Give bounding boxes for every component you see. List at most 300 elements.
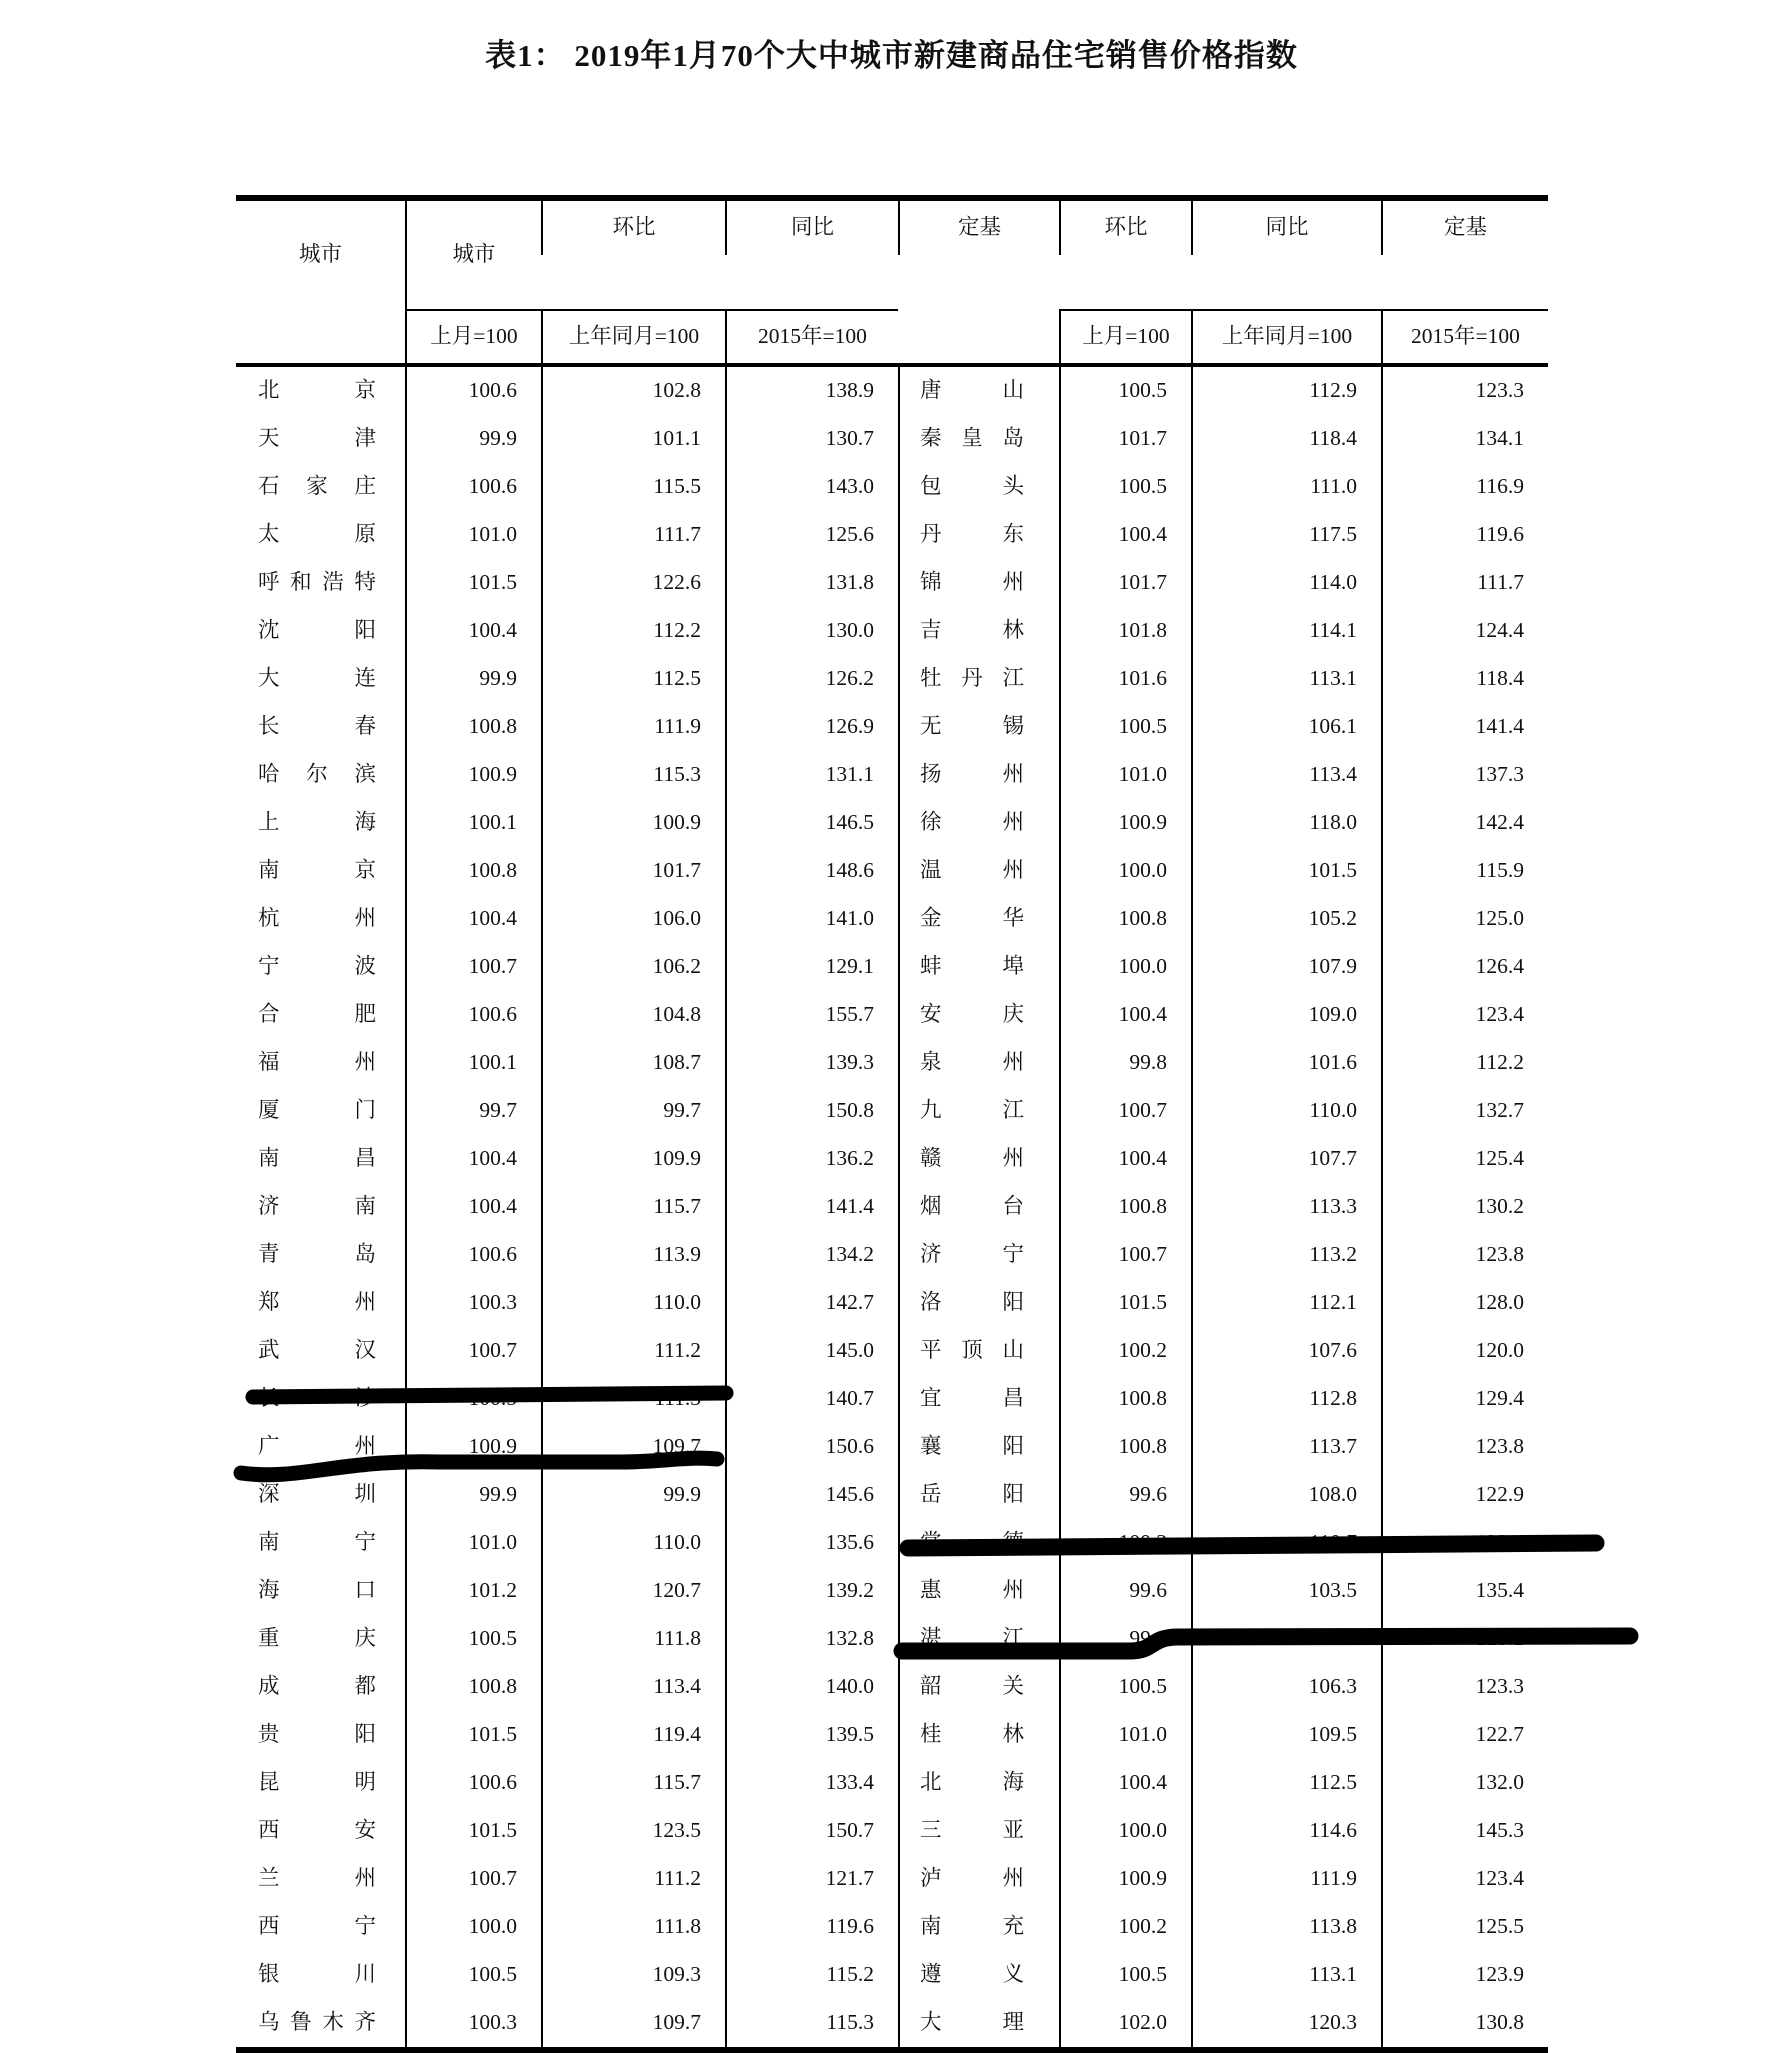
city-name: 包头 [920, 474, 1024, 499]
city-name: 呼和浩特 [258, 570, 376, 595]
yoy-value-right: 113.7 [1191, 1423, 1381, 1471]
yoy-value-left: 111.9 [541, 703, 725, 751]
city-cell-right [898, 847, 1059, 895]
fixed-base-value-left: 134.2 [725, 1231, 898, 1279]
city-name: 九江 [920, 1098, 1024, 1123]
subheader-yoy-base-left: 上年同月=100 [541, 309, 725, 363]
mom-value-right: 100.0 [1059, 847, 1191, 895]
mom-value-right: 101.7 [1059, 559, 1191, 607]
yoy-value-right: 109.0 [1191, 991, 1381, 1039]
city-name: 遵义 [920, 1962, 1024, 1987]
mom-value-left: 99.9 [405, 655, 541, 703]
city-cell-left [236, 943, 405, 991]
yoy-value-left: 106.2 [541, 943, 725, 991]
city-cell-right [898, 943, 1059, 991]
city-name: 赣州 [920, 1146, 1024, 1171]
yoy-value-left: 123.5 [541, 1807, 725, 1855]
mom-value-left: 100.6 [405, 1231, 541, 1279]
mom-value-right: 99.6 [1059, 1471, 1191, 1519]
city-name: 平顶山 [920, 1338, 1024, 1363]
yoy-value-right: 107.7 [1191, 1135, 1381, 1183]
yoy-value-right: 113.3 [1191, 1183, 1381, 1231]
yoy-value-left: 99.9 [541, 1471, 725, 1519]
city-name: 金华 [920, 906, 1024, 931]
city-name: 厦门 [258, 1098, 376, 1123]
mom-value-right: 100.7 [1059, 1087, 1191, 1135]
subheader-yoy-base-right: 上年同月=100 [1191, 309, 1381, 363]
mom-value-left: 101.2 [405, 1567, 541, 1615]
city-cell-right [898, 415, 1059, 463]
mom-value-right: 100.0 [1059, 943, 1191, 991]
subheader-mom-base-left: 上月=100 [405, 309, 541, 363]
yoy-value-right: 107.6 [1191, 1327, 1381, 1375]
table-body [236, 367, 1548, 2047]
fixed-base-value-left: 130.7 [725, 415, 898, 463]
yoy-value-left: 109.9 [541, 1135, 725, 1183]
city-cell-right [898, 511, 1059, 559]
city-name: 长沙 [258, 1386, 376, 1411]
fixed-base-value-right: 118.4 [1381, 655, 1548, 703]
yoy-value-right: 120.3 [1191, 1999, 1381, 2047]
city-name: 徐州 [920, 810, 1024, 835]
mom-value-left: 100.8 [405, 847, 541, 895]
city-cell-left [236, 1039, 405, 1087]
city-name: 泉州 [920, 1050, 1024, 1075]
city-cell-right [898, 1471, 1059, 1519]
city-name: 宜昌 [920, 1386, 1024, 1411]
mom-value-left: 100.6 [405, 991, 541, 1039]
mom-value-left: 100.0 [405, 1903, 541, 1951]
city-cell-left [236, 1135, 405, 1183]
yoy-value-right: 111.9 [1191, 1855, 1381, 1903]
city-name: 桂林 [920, 1722, 1024, 1747]
mom-value-left: 100.8 [405, 703, 541, 751]
yoy-value-right: 105.2 [1191, 895, 1381, 943]
yoy-value-left: 112.2 [541, 607, 725, 655]
city-name: 重庆 [258, 1626, 376, 1651]
city-name: 济宁 [920, 1242, 1024, 1267]
fixed-base-value-left: 140.0 [725, 1663, 898, 1711]
city-cell-right [898, 1711, 1059, 1759]
city-cell-right [898, 1855, 1059, 1903]
city-name: 大理 [920, 2010, 1024, 2035]
header-fixed-right: 定基 [1381, 201, 1548, 255]
city-name: 哈尔滨 [258, 762, 376, 787]
mom-value-left: 100.6 [405, 367, 541, 415]
city-cell-left [236, 1903, 405, 1951]
fixed-base-value-right: 126.4 [1381, 943, 1548, 991]
city-cell-left [236, 1279, 405, 1327]
fixed-base-value-right: 123.3 [1381, 367, 1548, 415]
city-name: 西安 [258, 1818, 376, 1843]
fixed-base-value-right: 125.5 [1381, 1903, 1548, 1951]
yoy-value-right: 112.5 [1191, 1759, 1381, 1807]
city-cell-right [898, 367, 1059, 415]
city-cell-right [898, 607, 1059, 655]
city-cell-right [898, 1087, 1059, 1135]
header-city-right: 城市 [405, 201, 541, 309]
fixed-base-value-left: 145.0 [725, 1327, 898, 1375]
mom-value-left: 101.5 [405, 1711, 541, 1759]
fixed-base-value-left: 125.6 [725, 511, 898, 559]
city-cell-right [898, 1951, 1059, 1999]
city-cell-left [236, 847, 405, 895]
yoy-value-right: 111.0 [1191, 463, 1381, 511]
city-cell-right [898, 1039, 1059, 1087]
mom-value-right: 102.0 [1059, 1999, 1191, 2047]
city-cell-right [898, 1279, 1059, 1327]
city-name: 海口 [258, 1578, 376, 1603]
fixed-base-value-right: 112.2 [1381, 1039, 1548, 1087]
mom-value-left: 100.6 [405, 463, 541, 511]
mom-value-right: 99.6 [1059, 1567, 1191, 1615]
yoy-value-right: 109.5 [1191, 1711, 1381, 1759]
fixed-base-value-left: 135.6 [725, 1519, 898, 1567]
city-cell-right [898, 799, 1059, 847]
city-name: 广州 [258, 1434, 376, 1459]
fixed-base-value-left: 142.7 [725, 1279, 898, 1327]
yoy-value-left: 111.8 [541, 1615, 725, 1663]
city-name: 大连 [258, 666, 376, 691]
city-name: 安庆 [920, 1002, 1024, 1027]
mom-value-left: 100.8 [405, 1663, 541, 1711]
mom-value-left: 100.5 [405, 1375, 541, 1423]
city-name: 福州 [258, 1050, 376, 1075]
city-cell-left [236, 1087, 405, 1135]
fixed-base-value-left: 150.7 [725, 1807, 898, 1855]
city-cell-right [898, 1183, 1059, 1231]
fixed-base-value-left: 143.0 [725, 463, 898, 511]
fixed-base-value-right: 142.4 [1381, 799, 1548, 847]
yoy-value-right: 114.0 [1191, 559, 1381, 607]
city-cell-left [236, 559, 405, 607]
city-cell-right [898, 463, 1059, 511]
fixed-base-value-right: 137.3 [1381, 751, 1548, 799]
fixed-base-value-left: 130.0 [725, 607, 898, 655]
mom-value-right: 100.7 [1059, 1231, 1191, 1279]
mom-value-left: 100.4 [405, 1183, 541, 1231]
fixed-base-value-right: 125.2 [1381, 1615, 1548, 1663]
mom-value-left: 101.5 [405, 559, 541, 607]
yoy-value-left: 101.1 [541, 415, 725, 463]
fixed-base-value-left: 141.0 [725, 895, 898, 943]
city-cell-left [236, 367, 405, 415]
fixed-base-value-left: 131.8 [725, 559, 898, 607]
mom-value-left: 101.5 [405, 1807, 541, 1855]
fixed-base-value-right: 123.4 [1381, 1855, 1548, 1903]
mom-value-left: 100.4 [405, 895, 541, 943]
mom-value-right: 99.8 [1059, 1039, 1191, 1087]
city-name: 岳阳 [920, 1482, 1024, 1507]
city-name: 丹东 [920, 522, 1024, 547]
yoy-value-left: 109.3 [541, 1951, 725, 1999]
yoy-value-right: 108.0 [1191, 1471, 1381, 1519]
city-name: 蚌埠 [920, 954, 1024, 979]
city-name: 洛阳 [920, 1290, 1024, 1315]
city-name: 武汉 [258, 1338, 376, 1363]
mom-value-right: 101.6 [1059, 655, 1191, 703]
fixed-base-value-right: 123.4 [1381, 991, 1548, 1039]
fixed-base-value-left: 126.2 [725, 655, 898, 703]
city-cell-left [236, 1567, 405, 1615]
yoy-value-left: 100.9 [541, 799, 725, 847]
fixed-base-value-right: 135.4 [1381, 1567, 1548, 1615]
mom-value-right: 100.0 [1059, 1807, 1191, 1855]
yoy-value-right: 114.6 [1191, 1807, 1381, 1855]
city-cell-right [898, 1759, 1059, 1807]
city-cell-left [236, 1471, 405, 1519]
mom-value-right: 101.8 [1059, 607, 1191, 655]
yoy-value-right: 110.0 [1191, 1087, 1381, 1135]
mom-value-right: 100.3 [1059, 1519, 1191, 1567]
city-cell-left [236, 1807, 405, 1855]
mom-value-right: 100.9 [1059, 1855, 1191, 1903]
city-name: 吉林 [920, 618, 1024, 643]
city-cell-left [236, 1999, 405, 2047]
fixed-base-value-right: 123.8 [1381, 1231, 1548, 1279]
mom-value-right: 101.5 [1059, 1279, 1191, 1327]
city-cell-right [898, 751, 1059, 799]
city-cell-right [898, 1615, 1059, 1663]
header-yoy-right: 同比 [1191, 201, 1381, 255]
mom-value-right: 101.7 [1059, 415, 1191, 463]
fixed-base-value-left: 121.7 [725, 1855, 898, 1903]
fixed-base-value-right: 123.8 [1381, 1423, 1548, 1471]
city-cell-left [236, 895, 405, 943]
fixed-base-value-right: 141.4 [1381, 703, 1548, 751]
yoy-value-left: 104.8 [541, 991, 725, 1039]
yoy-value-left: 119.4 [541, 1711, 725, 1759]
fixed-base-value-right: 125.0 [1381, 895, 1548, 943]
yoy-value-right: 110.7 [1191, 1519, 1381, 1567]
fixed-base-value-left: 115.3 [725, 1999, 898, 2047]
fixed-base-value-left: 138.9 [725, 367, 898, 415]
city-cell-left [236, 1375, 405, 1423]
city-cell-right [898, 1519, 1059, 1567]
city-name: 郑州 [258, 1290, 376, 1315]
city-name: 长春 [258, 714, 376, 739]
mom-value-right: 100.5 [1059, 1951, 1191, 1999]
city-cell-right [898, 1999, 1059, 2047]
city-cell-right [898, 1807, 1059, 1855]
city-name: 成都 [258, 1674, 376, 1699]
fixed-base-value-left: 139.5 [725, 1711, 898, 1759]
yoy-value-right: 114.1 [1191, 607, 1381, 655]
fixed-base-value-right: 129.4 [1381, 1375, 1548, 1423]
mom-value-right: 100.2 [1059, 1903, 1191, 1951]
mom-value-left: 100.5 [405, 1615, 541, 1663]
yoy-value-left: 111.2 [541, 1327, 725, 1375]
city-cell-left [236, 1327, 405, 1375]
city-name: 昆明 [258, 1770, 376, 1795]
fixed-base-value-right: 122.7 [1381, 1711, 1548, 1759]
mom-value-left: 99.9 [405, 415, 541, 463]
fixed-base-value-left: 129.1 [725, 943, 898, 991]
yoy-value-left: 109.7 [541, 1423, 725, 1471]
yoy-value-left: 113.4 [541, 1663, 725, 1711]
city-name: 锦州 [920, 570, 1024, 595]
yoy-value-left: 111.3 [541, 1375, 725, 1423]
yoy-value-right: 113.8 [1191, 1903, 1381, 1951]
fixed-base-value-left: 148.6 [725, 847, 898, 895]
city-cell-right [898, 655, 1059, 703]
subheader-mom-base-right: 上月=100 [1059, 309, 1191, 363]
header-mom-right: 环比 [1059, 201, 1191, 255]
subheader-fixed-base-right: 2015年=100 [1381, 309, 1548, 363]
mom-value-right: 100.8 [1059, 1183, 1191, 1231]
yoy-value-right: 117.5 [1191, 511, 1381, 559]
city-name: 北海 [920, 1770, 1024, 1795]
mom-value-right: 101.0 [1059, 751, 1191, 799]
city-name: 合肥 [258, 1002, 376, 1027]
city-cell-right [898, 1423, 1059, 1471]
city-name: 深圳 [258, 1482, 376, 1507]
fixed-base-value-right: 145.3 [1381, 1807, 1548, 1855]
city-name: 石家庄 [258, 474, 376, 499]
mom-value-left: 100.6 [405, 1759, 541, 1807]
fixed-base-value-left: 141.4 [725, 1183, 898, 1231]
city-name: 三亚 [920, 1818, 1024, 1843]
city-cell-left [236, 799, 405, 847]
yoy-value-left: 111.7 [541, 511, 725, 559]
city-name: 惠州 [920, 1578, 1024, 1603]
mom-value-right: 100.5 [1059, 463, 1191, 511]
yoy-value-left: 122.6 [541, 559, 725, 607]
city-name: 杭州 [258, 906, 376, 931]
mom-value-right: 99.8 [1059, 1615, 1191, 1663]
city-name: 南京 [258, 858, 376, 883]
mom-value-right: 100.8 [1059, 1375, 1191, 1423]
city-name: 泸州 [920, 1866, 1024, 1891]
yoy-value-right: 112.1 [1191, 1279, 1381, 1327]
city-cell-right [898, 1231, 1059, 1279]
fixed-base-value-left: 131.1 [725, 751, 898, 799]
fixed-base-value-left: 136.2 [725, 1135, 898, 1183]
fixed-base-value-right: 130.8 [1381, 1999, 1548, 2047]
mom-value-right: 100.8 [1059, 1423, 1191, 1471]
price-index-table [236, 195, 1548, 2053]
city-name: 西宁 [258, 1914, 376, 1939]
city-cell-right [898, 1135, 1059, 1183]
city-cell-right [898, 1663, 1059, 1711]
table-header [236, 201, 1548, 367]
mom-value-left: 100.9 [405, 1423, 541, 1471]
yoy-value-left: 115.3 [541, 751, 725, 799]
city-name: 秦皇岛 [920, 426, 1024, 451]
fixed-base-value-right: 119.6 [1381, 511, 1548, 559]
header-city-left: 城市 [298, 242, 342, 267]
yoy-value-right: 106.1 [1191, 703, 1381, 751]
yoy-value-left: 112.5 [541, 655, 725, 703]
city-cell-left [236, 991, 405, 1039]
city-cell-left [236, 1183, 405, 1231]
fixed-base-value-right: 120.0 [1381, 1327, 1548, 1375]
yoy-value-left: 111.2 [541, 1855, 725, 1903]
mom-value-left: 100.3 [405, 1999, 541, 2047]
mom-value-right: 100.9 [1059, 799, 1191, 847]
city-name: 烟台 [920, 1194, 1024, 1219]
fixed-base-value-right: 125.4 [1381, 1135, 1548, 1183]
page-title: 表1： 2019年1月70个大中城市新建商品住宅销售价格指数 [485, 38, 1298, 73]
yoy-value-right: 118.4 [1191, 415, 1381, 463]
yoy-value-right: 112.8 [1191, 1375, 1381, 1423]
yoy-value-left: 111.8 [541, 1903, 725, 1951]
mom-value-left: 99.9 [405, 1471, 541, 1519]
fixed-base-value-right: 134.1 [1381, 415, 1548, 463]
city-name: 济南 [258, 1194, 376, 1219]
city-name: 银川 [258, 1962, 376, 1987]
yoy-value-right: 112.9 [1191, 367, 1381, 415]
header-fixed-left: 定基 [898, 201, 1059, 255]
city-name: 贵阳 [258, 1722, 376, 1747]
city-name: 兰州 [258, 1866, 376, 1891]
fixed-base-value-right: 123.9 [1381, 1951, 1548, 1999]
fixed-base-value-right: 132.7 [1381, 1087, 1548, 1135]
city-name: 扬州 [920, 762, 1024, 787]
fixed-base-value-left: 119.6 [725, 1903, 898, 1951]
city-name: 天津 [258, 426, 376, 451]
city-name: 襄阳 [920, 1434, 1024, 1459]
city-name: 无锡 [920, 714, 1024, 739]
mom-value-left: 99.7 [405, 1087, 541, 1135]
city-name: 牡丹江 [920, 666, 1024, 691]
fixed-base-value-right: 116.9 [1381, 463, 1548, 511]
fixed-base-value-left: 132.8 [725, 1615, 898, 1663]
city-name: 宁波 [258, 954, 376, 979]
mom-value-right: 101.0 [1059, 1711, 1191, 1759]
city-name: 青岛 [258, 1242, 376, 1267]
city-name: 湛江 [920, 1626, 1024, 1651]
yoy-value-left: 106.0 [541, 895, 725, 943]
mom-value-right: 100.5 [1059, 367, 1191, 415]
fixed-base-value-right: 130.2 [1381, 1183, 1548, 1231]
city-cell-left [236, 511, 405, 559]
mom-value-left: 100.7 [405, 1855, 541, 1903]
city-name: 韶关 [920, 1674, 1024, 1699]
city-cell-left [236, 1951, 405, 1999]
fixed-base-value-right: 122.9 [1381, 1471, 1548, 1519]
city-name: 沈阳 [258, 618, 376, 643]
yoy-value-right: 101.5 [1191, 847, 1381, 895]
city-name: 南昌 [258, 1146, 376, 1171]
fixed-base-value-right: 132.0 [1381, 1759, 1548, 1807]
fixed-base-value-right: 111.7 [1381, 559, 1548, 607]
mom-value-left: 100.1 [405, 1039, 541, 1087]
mom-value-left: 100.4 [405, 607, 541, 655]
city-cell-right [898, 1327, 1059, 1375]
fixed-base-value-left: 115.2 [725, 1951, 898, 1999]
city-name: 南充 [920, 1914, 1024, 1939]
mom-value-right: 100.2 [1059, 1327, 1191, 1375]
fixed-base-value-left: 145.6 [725, 1471, 898, 1519]
city-cell-right [898, 1375, 1059, 1423]
city-cell-left [236, 415, 405, 463]
city-name: 北京 [258, 378, 376, 403]
fixed-base-value-left: 155.7 [725, 991, 898, 1039]
city-name: 唐山 [920, 378, 1024, 403]
mom-value-right: 100.5 [1059, 1663, 1191, 1711]
subheader-fixed-base-left: 2015年=100 [725, 309, 898, 363]
city-cell-right [898, 703, 1059, 751]
city-name: 太原 [258, 522, 376, 547]
yoy-value-left: 102.8 [541, 367, 725, 415]
yoy-value-right: 106.3 [1191, 1663, 1381, 1711]
city-cell-right [898, 1567, 1059, 1615]
yoy-value-right: 113.1 [1191, 1951, 1381, 1999]
city-cell-right [898, 1903, 1059, 1951]
yoy-value-left: 110.0 [541, 1279, 725, 1327]
mom-value-left: 101.0 [405, 1519, 541, 1567]
